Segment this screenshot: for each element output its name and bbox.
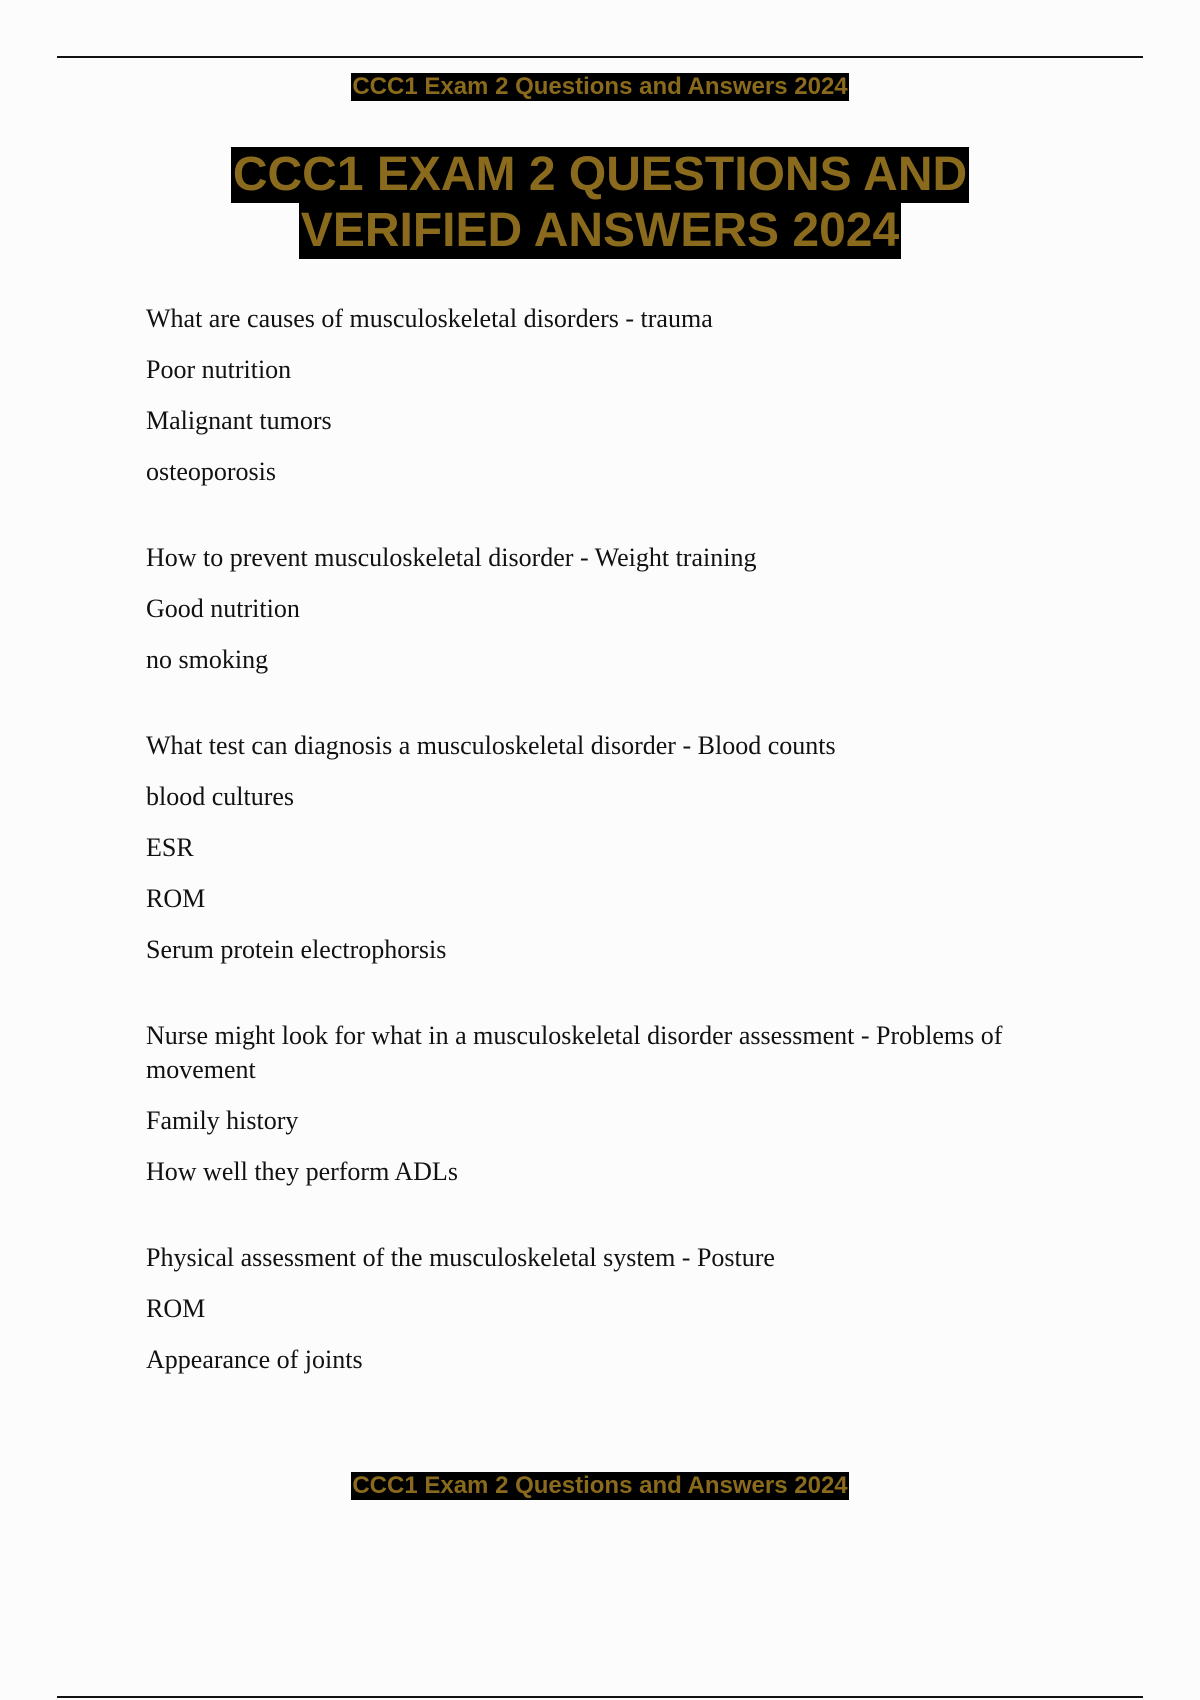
footer-banner-text: CCC1 Exam 2 Questions and Answers 2024	[352, 1472, 848, 1499]
answer-line: Good nutrition	[146, 594, 300, 623]
answer-line: Family history	[146, 1106, 299, 1135]
answer-line: ROM	[146, 1294, 206, 1323]
top-rule	[57, 56, 1143, 58]
answer-line: osteoporosis	[146, 457, 276, 486]
question-line: What test can diagnosis a musculoskeletal disorder - Blood counts	[146, 731, 836, 760]
answer-line: Appearance of joints	[146, 1345, 363, 1374]
qa-block-5	[146, 1241, 1086, 1377]
question-line: What are causes of musculoskeletal disorders - trauma	[146, 304, 713, 333]
question-line: Physical assessment of the musculoskeletal system - Posture	[146, 1243, 775, 1272]
question-line: How to prevent musculoskeletal disorder - Weight training	[146, 543, 757, 572]
header-banner-text: CCC1 Exam 2 Questions and Answers 2024	[352, 73, 848, 100]
answer-line: ROM	[146, 884, 206, 913]
answer-line: Serum protein electrophorsis	[146, 935, 447, 964]
qa-content	[146, 302, 1086, 1394]
qa-block-1	[146, 302, 1086, 489]
qa-block-2	[146, 541, 1086, 677]
document-title	[0, 147, 1200, 259]
answer-line: blood cultures	[146, 782, 295, 811]
qa-block-4	[146, 1019, 1086, 1189]
answer-line: ESR	[146, 833, 194, 862]
header-banner	[0, 73, 1200, 101]
footer-banner	[0, 1472, 1200, 1500]
bottom-rule	[57, 1696, 1143, 1698]
answer-line: How well they perform ADLs	[146, 1157, 458, 1186]
answer-line: Malignant tumors	[146, 406, 332, 435]
answer-line: no smoking	[146, 645, 269, 674]
title-line-2: VERIFIED ANSWERS 2024	[300, 204, 900, 257]
question-line: Nurse might look for what in a musculoskeletal disorder assessment - Problems of movement	[146, 1021, 1003, 1084]
qa-block-3	[146, 729, 1086, 967]
answer-line: Poor nutrition	[146, 355, 292, 384]
title-line-1: CCC1 EXAM 2 QUESTIONS AND	[232, 148, 968, 201]
